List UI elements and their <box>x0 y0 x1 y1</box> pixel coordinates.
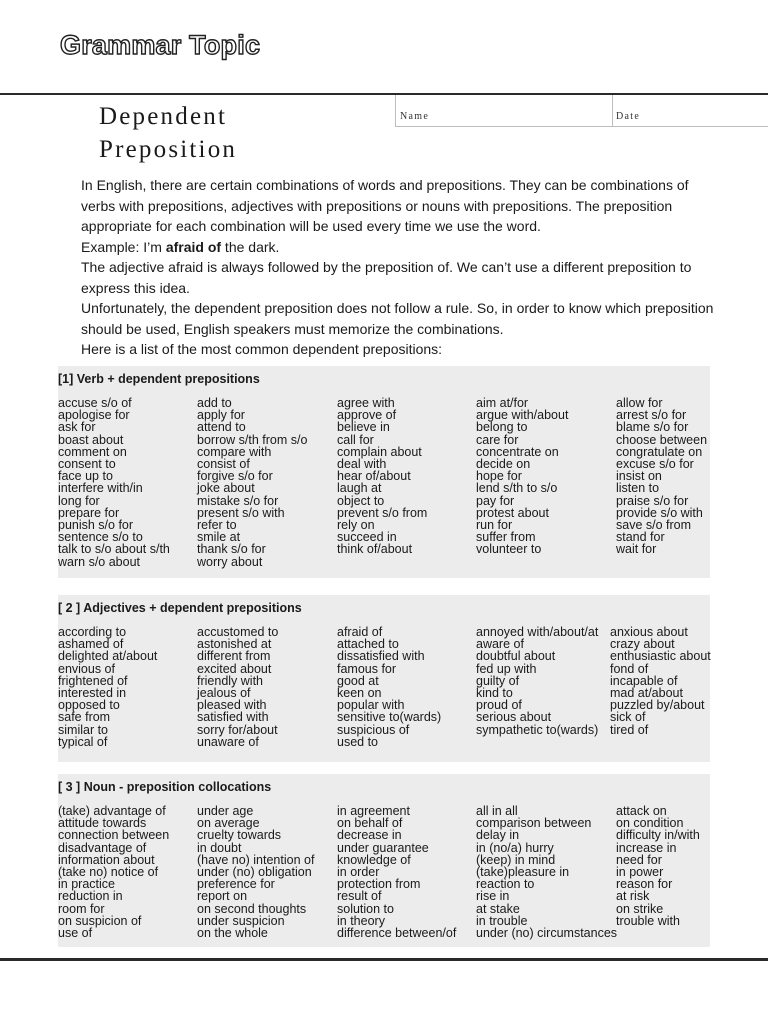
word-column <box>337 397 427 556</box>
section-noun-collocations <box>58 774 710 947</box>
word-item: unaware of <box>197 734 259 749</box>
word-item: on condition <box>616 816 684 831</box>
word-column <box>476 805 617 939</box>
word-item: pleased with <box>197 698 267 713</box>
word-item: preference for <box>197 877 275 892</box>
word-column <box>58 397 170 568</box>
word-item: at risk <box>616 889 650 904</box>
word-item: (take)pleasure in <box>476 865 570 880</box>
word-item: difficulty in/with <box>616 828 700 843</box>
word-item: guilty of <box>476 673 520 688</box>
word-item: boast about <box>58 432 124 447</box>
word-item: famous for <box>337 661 397 676</box>
word-item: belong to <box>476 420 528 435</box>
word-item: in theory <box>337 913 385 928</box>
word-item: attached to <box>337 637 399 652</box>
word-item: popular with <box>337 698 405 713</box>
word-item: sorry for/about <box>197 722 278 737</box>
word-item: reaction to <box>476 877 535 892</box>
word-item: decide on <box>476 457 531 472</box>
word-item: punish s/o for <box>58 518 134 533</box>
word-item: joke about <box>197 481 255 496</box>
word-item: volunteer to <box>476 542 542 557</box>
section-title: [1] Verb + dependent prepositions <box>58 372 260 386</box>
word-item: apologise for <box>58 408 130 423</box>
worksheet-title <box>99 100 399 166</box>
word-item: in (no/a) hurry <box>476 840 554 855</box>
word-column <box>616 805 700 927</box>
word-item: approve of <box>337 408 397 423</box>
word-item: pay for <box>476 493 515 508</box>
intro-paragraph: Here is a list of the most common dependent prepositions: <box>81 341 443 357</box>
word-item: rely on <box>337 518 375 533</box>
word-item: allow for <box>616 396 663 410</box>
word-item: under (no) circumstances <box>476 926 618 941</box>
word-item: accustomed to <box>197 625 279 639</box>
word-item: crazy about <box>610 637 675 652</box>
word-item: on average <box>197 816 260 831</box>
word-item: comment on <box>58 444 127 459</box>
word-item: object to <box>337 493 385 508</box>
word-item: apply for <box>197 408 245 423</box>
word-item: call for <box>337 432 374 447</box>
word-item: deal with <box>337 457 387 472</box>
name-date-fields <box>395 95 768 127</box>
word-item: suffer from <box>476 530 536 545</box>
word-item: mad at/about <box>610 686 683 701</box>
word-column <box>58 626 157 748</box>
word-column <box>337 626 441 748</box>
intro-paragraph: Unfortunately, the dependent preposition does not follow a rule. So, in order to know which preposition should be used, English speakers must memorize the combinations. <box>81 300 714 337</box>
word-item: (take) advantage of <box>58 804 166 818</box>
word-item: good at <box>337 673 379 688</box>
bottom-rule <box>0 958 768 961</box>
word-item: reduction in <box>58 889 123 904</box>
section-title: [ 3 ] Noun - preposition collocations <box>58 780 272 794</box>
word-column <box>616 397 707 556</box>
intro-text <box>81 175 721 360</box>
word-item: envious of <box>58 661 115 676</box>
word-item: accuse s/o of <box>58 396 132 410</box>
word-item: protest about <box>476 505 549 520</box>
word-column <box>58 805 169 939</box>
word-column <box>197 805 314 939</box>
word-item: cruelty towards <box>197 828 282 843</box>
title-line-1: Dependent <box>99 103 228 130</box>
word-item: worry about <box>197 554 263 569</box>
word-item: run for <box>476 518 513 533</box>
word-item: complain about <box>337 444 422 459</box>
word-item: lend s/th to s/o <box>476 481 558 496</box>
word-item: in trouble <box>476 913 528 928</box>
word-item: delighted at/about <box>58 649 158 664</box>
word-item: praise s/o for <box>616 493 689 508</box>
word-item: rise in <box>476 889 510 904</box>
word-item: stand for <box>616 530 665 545</box>
word-item: arrest s/o for <box>616 408 687 423</box>
word-item: used to <box>337 734 379 749</box>
word-item: attitude towards <box>58 816 147 831</box>
word-item: use of <box>58 926 93 941</box>
word-item: add to <box>197 396 232 410</box>
word-item: sentence s/o to <box>58 530 143 545</box>
word-item: hope for <box>476 469 522 484</box>
word-item: ask for <box>58 420 96 435</box>
word-item: result of <box>337 889 382 904</box>
word-item: under suspicion <box>197 913 285 928</box>
word-item: anxious about <box>610 625 688 639</box>
word-item: compare with <box>197 444 272 459</box>
word-item: hear of/about <box>337 469 411 484</box>
word-item: on second thoughts <box>197 901 307 916</box>
word-item: in order <box>337 865 380 880</box>
word-item: prepare for <box>58 505 120 520</box>
word-item: sensitive to(wards) <box>337 710 442 725</box>
word-item: friendly with <box>197 673 263 688</box>
word-item: excited about <box>197 661 272 676</box>
word-item: dissatisfied with <box>337 649 425 664</box>
word-item: tired of <box>610 722 649 737</box>
word-item: agree with <box>337 396 395 410</box>
section-adjective-prepositions <box>58 595 710 762</box>
word-item: proud of <box>476 698 522 713</box>
word-column <box>337 805 456 939</box>
word-item: on suspicion of <box>58 913 142 928</box>
word-item: concentrate on <box>476 444 559 459</box>
word-column <box>197 397 307 568</box>
word-item: under age <box>197 804 254 818</box>
word-item: doubtful about <box>476 649 556 664</box>
word-item: mistake s/o for <box>197 493 279 508</box>
word-item: puzzled by/about <box>610 698 705 713</box>
word-item: kind to <box>476 686 513 701</box>
word-item: (have no) intention of <box>197 852 315 867</box>
word-item: in practice <box>58 877 115 892</box>
word-item: choose between <box>616 432 708 447</box>
word-item: difference between/of <box>337 926 457 941</box>
word-item: frightened of <box>58 673 128 688</box>
word-item: attack on <box>616 804 667 818</box>
word-item: on the whole <box>197 926 268 941</box>
word-item: excuse s/o for <box>616 457 694 472</box>
word-item: prevent s/o from <box>337 505 428 520</box>
word-item: serious about <box>476 710 552 725</box>
word-item: (keep) in mind <box>476 852 556 867</box>
word-item: delay in <box>476 828 520 843</box>
field-divider <box>612 95 613 126</box>
word-item: fed up with <box>476 661 537 676</box>
word-item: need for <box>616 852 662 867</box>
word-item: reason for <box>616 877 673 892</box>
word-item: keen on <box>337 686 382 701</box>
word-item: talk to s/o about s/th <box>58 542 170 557</box>
word-item: all in all <box>476 804 518 818</box>
word-item: congratulate on <box>616 444 703 459</box>
word-item: annoyed with/about/at <box>476 625 599 639</box>
word-item: safe from <box>58 710 111 725</box>
word-item: aware of <box>476 637 524 652</box>
word-item: care for <box>476 432 519 447</box>
word-item: trouble with <box>616 913 680 928</box>
word-item: ashamed of <box>58 637 124 652</box>
word-item: borrow s/th from s/o <box>197 432 308 447</box>
word-item: under guarantee <box>337 840 429 855</box>
word-item: similar to <box>58 722 109 737</box>
word-item: connection between <box>58 828 170 843</box>
word-item: on strike <box>616 901 664 916</box>
word-item: face up to <box>58 469 113 484</box>
word-item: knowledge of <box>337 852 411 867</box>
word-column <box>197 626 278 748</box>
word-item: interested in <box>58 686 127 701</box>
name-field-label[interactable]: Name <box>400 111 430 122</box>
header-title: Grammar Topic <box>60 30 261 60</box>
title-line-2: Preposition <box>99 136 238 163</box>
word-item: thank s/o for <box>197 542 266 557</box>
word-item: protection from <box>337 877 421 892</box>
word-column <box>610 626 711 736</box>
word-column <box>476 397 568 556</box>
word-item: opposed to <box>58 698 120 713</box>
word-item: interfere with/in <box>58 481 143 496</box>
word-item: blame s/o for <box>616 420 689 435</box>
word-item: listen to <box>616 481 660 496</box>
word-item: in power <box>616 865 664 880</box>
word-item: aim at/for <box>476 396 529 410</box>
word-item: increase in <box>616 840 677 855</box>
section-title: [ 2 ] Adjectives + dependent prepositions <box>58 601 302 615</box>
word-item: save s/o from <box>616 518 692 533</box>
word-item: fond of <box>610 661 649 676</box>
word-item: suspicious of <box>337 722 410 737</box>
word-item: argue with/about <box>476 408 569 423</box>
word-item: decrease in <box>337 828 402 843</box>
word-item: (take no) notice of <box>58 865 159 880</box>
word-item: typical of <box>58 734 108 749</box>
word-item: believe in <box>337 420 390 435</box>
word-item: in doubt <box>197 840 242 855</box>
word-item: under (no) obligation <box>197 865 312 880</box>
word-item: report on <box>197 889 248 904</box>
word-item: disadvantage of <box>58 840 147 855</box>
word-item: insist on <box>616 469 662 484</box>
word-item: refer to <box>197 518 237 533</box>
word-item: succeed in <box>337 530 397 545</box>
word-item: astonished at <box>197 637 272 652</box>
date-field-label[interactable]: Date <box>616 111 641 122</box>
word-item: comparison between <box>476 816 592 831</box>
word-item: according to <box>58 625 127 639</box>
word-item: warn s/o about <box>58 554 140 569</box>
word-item: satisfied with <box>197 710 269 725</box>
word-item: sympathetic to(wards) <box>476 722 599 737</box>
word-item: different from <box>197 649 271 664</box>
word-item: solution to <box>337 901 394 916</box>
intro-paragraph: In English, there are certain combinations of words and prepositions. They can be combinations of verbs with prepositions, adjectives with prepositions or nouns with prepositions. The preposition appropriate for each combination will be used every time we use the word. <box>81 177 689 234</box>
intro-paragraph: The adjective afraid is always followed by the preposition of. We can’t use a different preposition to express this idea. <box>81 259 692 296</box>
word-item: information about <box>58 852 155 867</box>
word-item: smile at <box>197 530 241 545</box>
word-item: sick of <box>610 710 646 725</box>
section-verb-prepositions <box>58 366 710 578</box>
word-item: jealous of <box>197 686 251 701</box>
word-item: consent to <box>58 457 116 472</box>
word-item: on behalf of <box>337 816 403 831</box>
word-item: laugh at <box>337 481 382 496</box>
word-item: wait for <box>616 542 657 557</box>
word-item: room for <box>58 901 105 916</box>
word-item: incapable of <box>610 673 678 688</box>
word-item: afraid of <box>337 625 383 639</box>
word-item: attend to <box>197 420 246 435</box>
word-item: long for <box>58 493 100 508</box>
word-item: forgive s/o for <box>197 469 273 484</box>
word-item: provide s/o with <box>616 505 703 520</box>
word-item: enthusiastic about <box>610 649 711 664</box>
word-item: present s/o with <box>197 505 285 520</box>
word-column <box>476 626 598 736</box>
word-item: at stake <box>476 901 520 916</box>
word-item: think of/about <box>337 542 413 557</box>
example-line: Example: I’m afraid of the dark. <box>81 238 280 255</box>
word-item: in agreement <box>337 804 410 818</box>
word-item: consist of <box>197 457 250 472</box>
